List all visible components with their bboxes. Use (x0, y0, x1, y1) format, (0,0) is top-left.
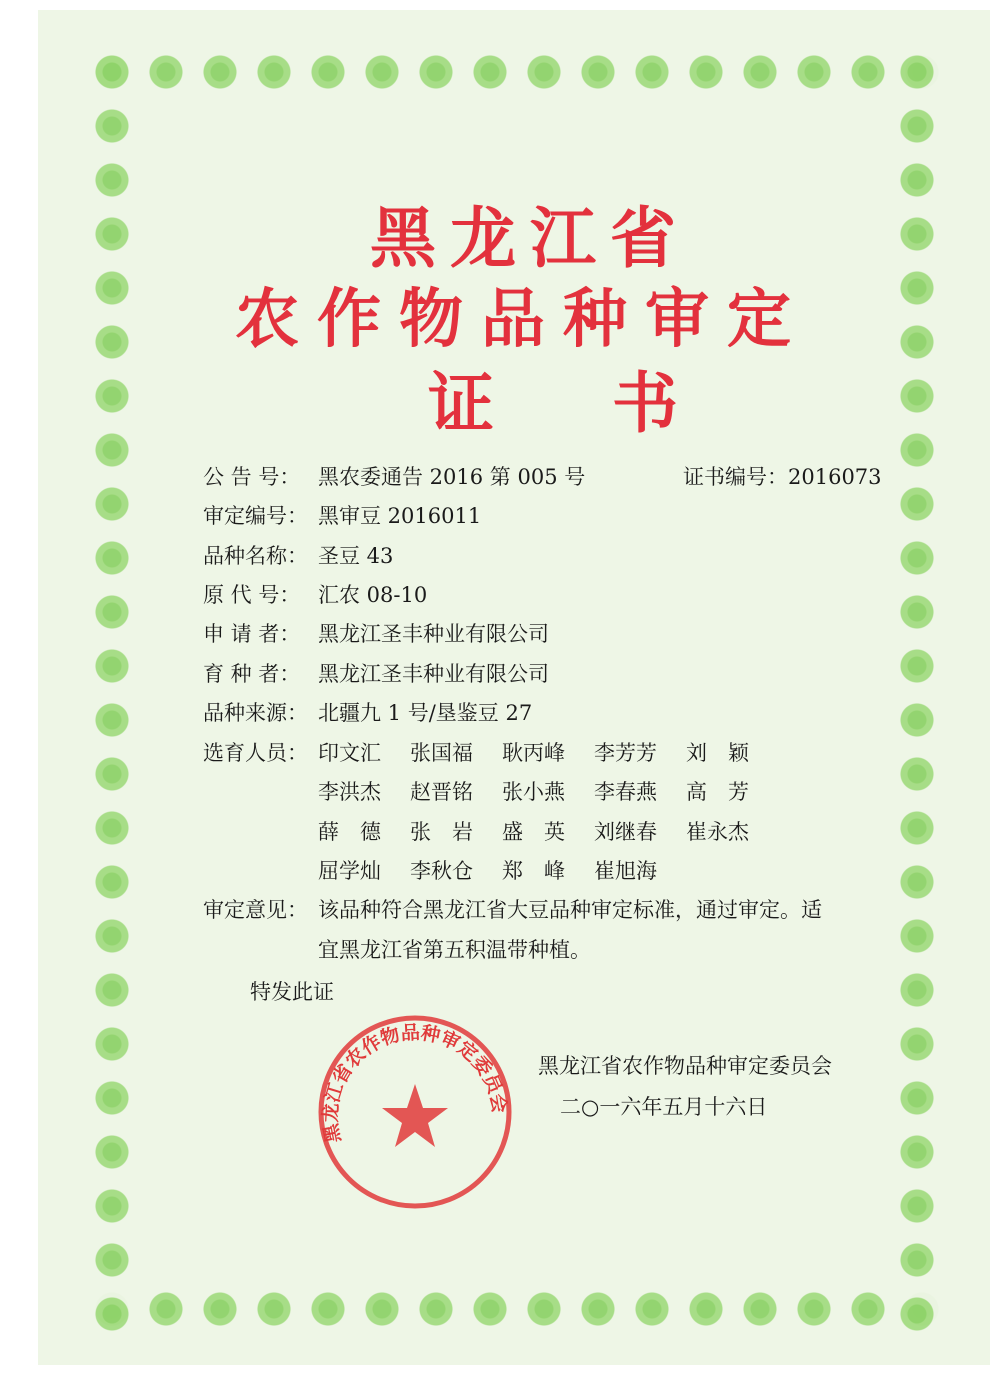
issue-date: 二○一六年五月十六日 (560, 1095, 768, 1119)
field-value: 黑审豆 2016011 (318, 504, 482, 529)
breeder-name: 李芳芳 (594, 741, 657, 765)
breeders-label: 选育人员： (203, 741, 308, 765)
opinion-label: 审定意见： (203, 898, 308, 922)
breeder-name: 薛 德 (318, 819, 381, 844)
field-value: 黑农委通告 2016 第 005 号 (318, 465, 586, 489)
breeder-name: 盛 英 (502, 819, 565, 844)
title-province: 黑龙江省 (370, 200, 690, 277)
field-label: 申 请 者： (203, 622, 301, 647)
closing-text: 特发此证 (250, 980, 334, 1004)
breeder-name: 屈学灿 (318, 858, 381, 883)
certificate-number-value: 2016073 (788, 465, 882, 489)
field-label: 审定编号： (203, 504, 308, 529)
title-main: 农作物品种审定 (235, 283, 809, 357)
breeder-name: 耿丙峰 (502, 741, 565, 765)
field-label: 原 代 号： (203, 582, 301, 607)
seal-star-icon (382, 1084, 448, 1147)
breeder-name: 李洪杰 (318, 780, 381, 805)
issuer: 黑龙江省农作物品种审定委员会 (538, 1054, 832, 1078)
field-label: 品种名称： (203, 543, 308, 568)
breeder-name: 李秋仓 (410, 858, 473, 883)
ornamental-border-top (85, 45, 945, 97)
breeder-name: 张国福 (410, 741, 473, 765)
breeder-name: 刘继春 (594, 819, 657, 844)
breeder-name: 刘 颖 (686, 741, 749, 765)
breeder-row (318, 737, 778, 767)
field-value: 黑龙江圣丰种业有限公司 (318, 622, 549, 647)
field-label: 育 种 者： (203, 661, 301, 686)
breeder-row (318, 776, 778, 806)
field-label: 公 告 号： (203, 465, 301, 489)
field-label: 品种来源： (203, 700, 308, 725)
ornamental-border-bottom (85, 1282, 945, 1336)
field-value: 汇农 08-10 (318, 582, 428, 607)
breeder-name: 郑 峰 (502, 858, 565, 883)
field-value: 圣豆 43 (318, 543, 394, 568)
breeder-name: 张小燕 (502, 780, 565, 805)
certificate-number-label: 证书编号： (683, 465, 788, 489)
breeder-name: 李春燕 (594, 780, 657, 805)
field-value: 北疆九 1 号/垦鉴豆 27 (318, 700, 533, 725)
breeder-name: 崔旭海 (594, 858, 657, 883)
official-seal (315, 1012, 515, 1212)
breeder-name: 高 芳 (686, 780, 749, 805)
breeder-name: 赵晋铭 (410, 780, 473, 805)
opinion-line2: 宜黑龙江省第五积温带种植。 (318, 938, 591, 962)
breeder-name: 崔永杰 (686, 819, 749, 844)
title-certificate: 证书 (428, 365, 796, 442)
certificate-number (683, 461, 882, 491)
field-value: 黑龙江圣丰种业有限公司 (318, 661, 549, 686)
breeder-name: 张 岩 (410, 819, 473, 844)
breeder-row (318, 855, 686, 885)
seal-text: 黑龙江省农作物品种审定委员会 (319, 1021, 511, 1145)
breeder-name: 印文汇 (318, 741, 381, 765)
opinion-line1: 该品种符合黑龙江省大豆品种审定标准，通过审定。适 (318, 898, 822, 922)
breeder-row (318, 816, 778, 846)
